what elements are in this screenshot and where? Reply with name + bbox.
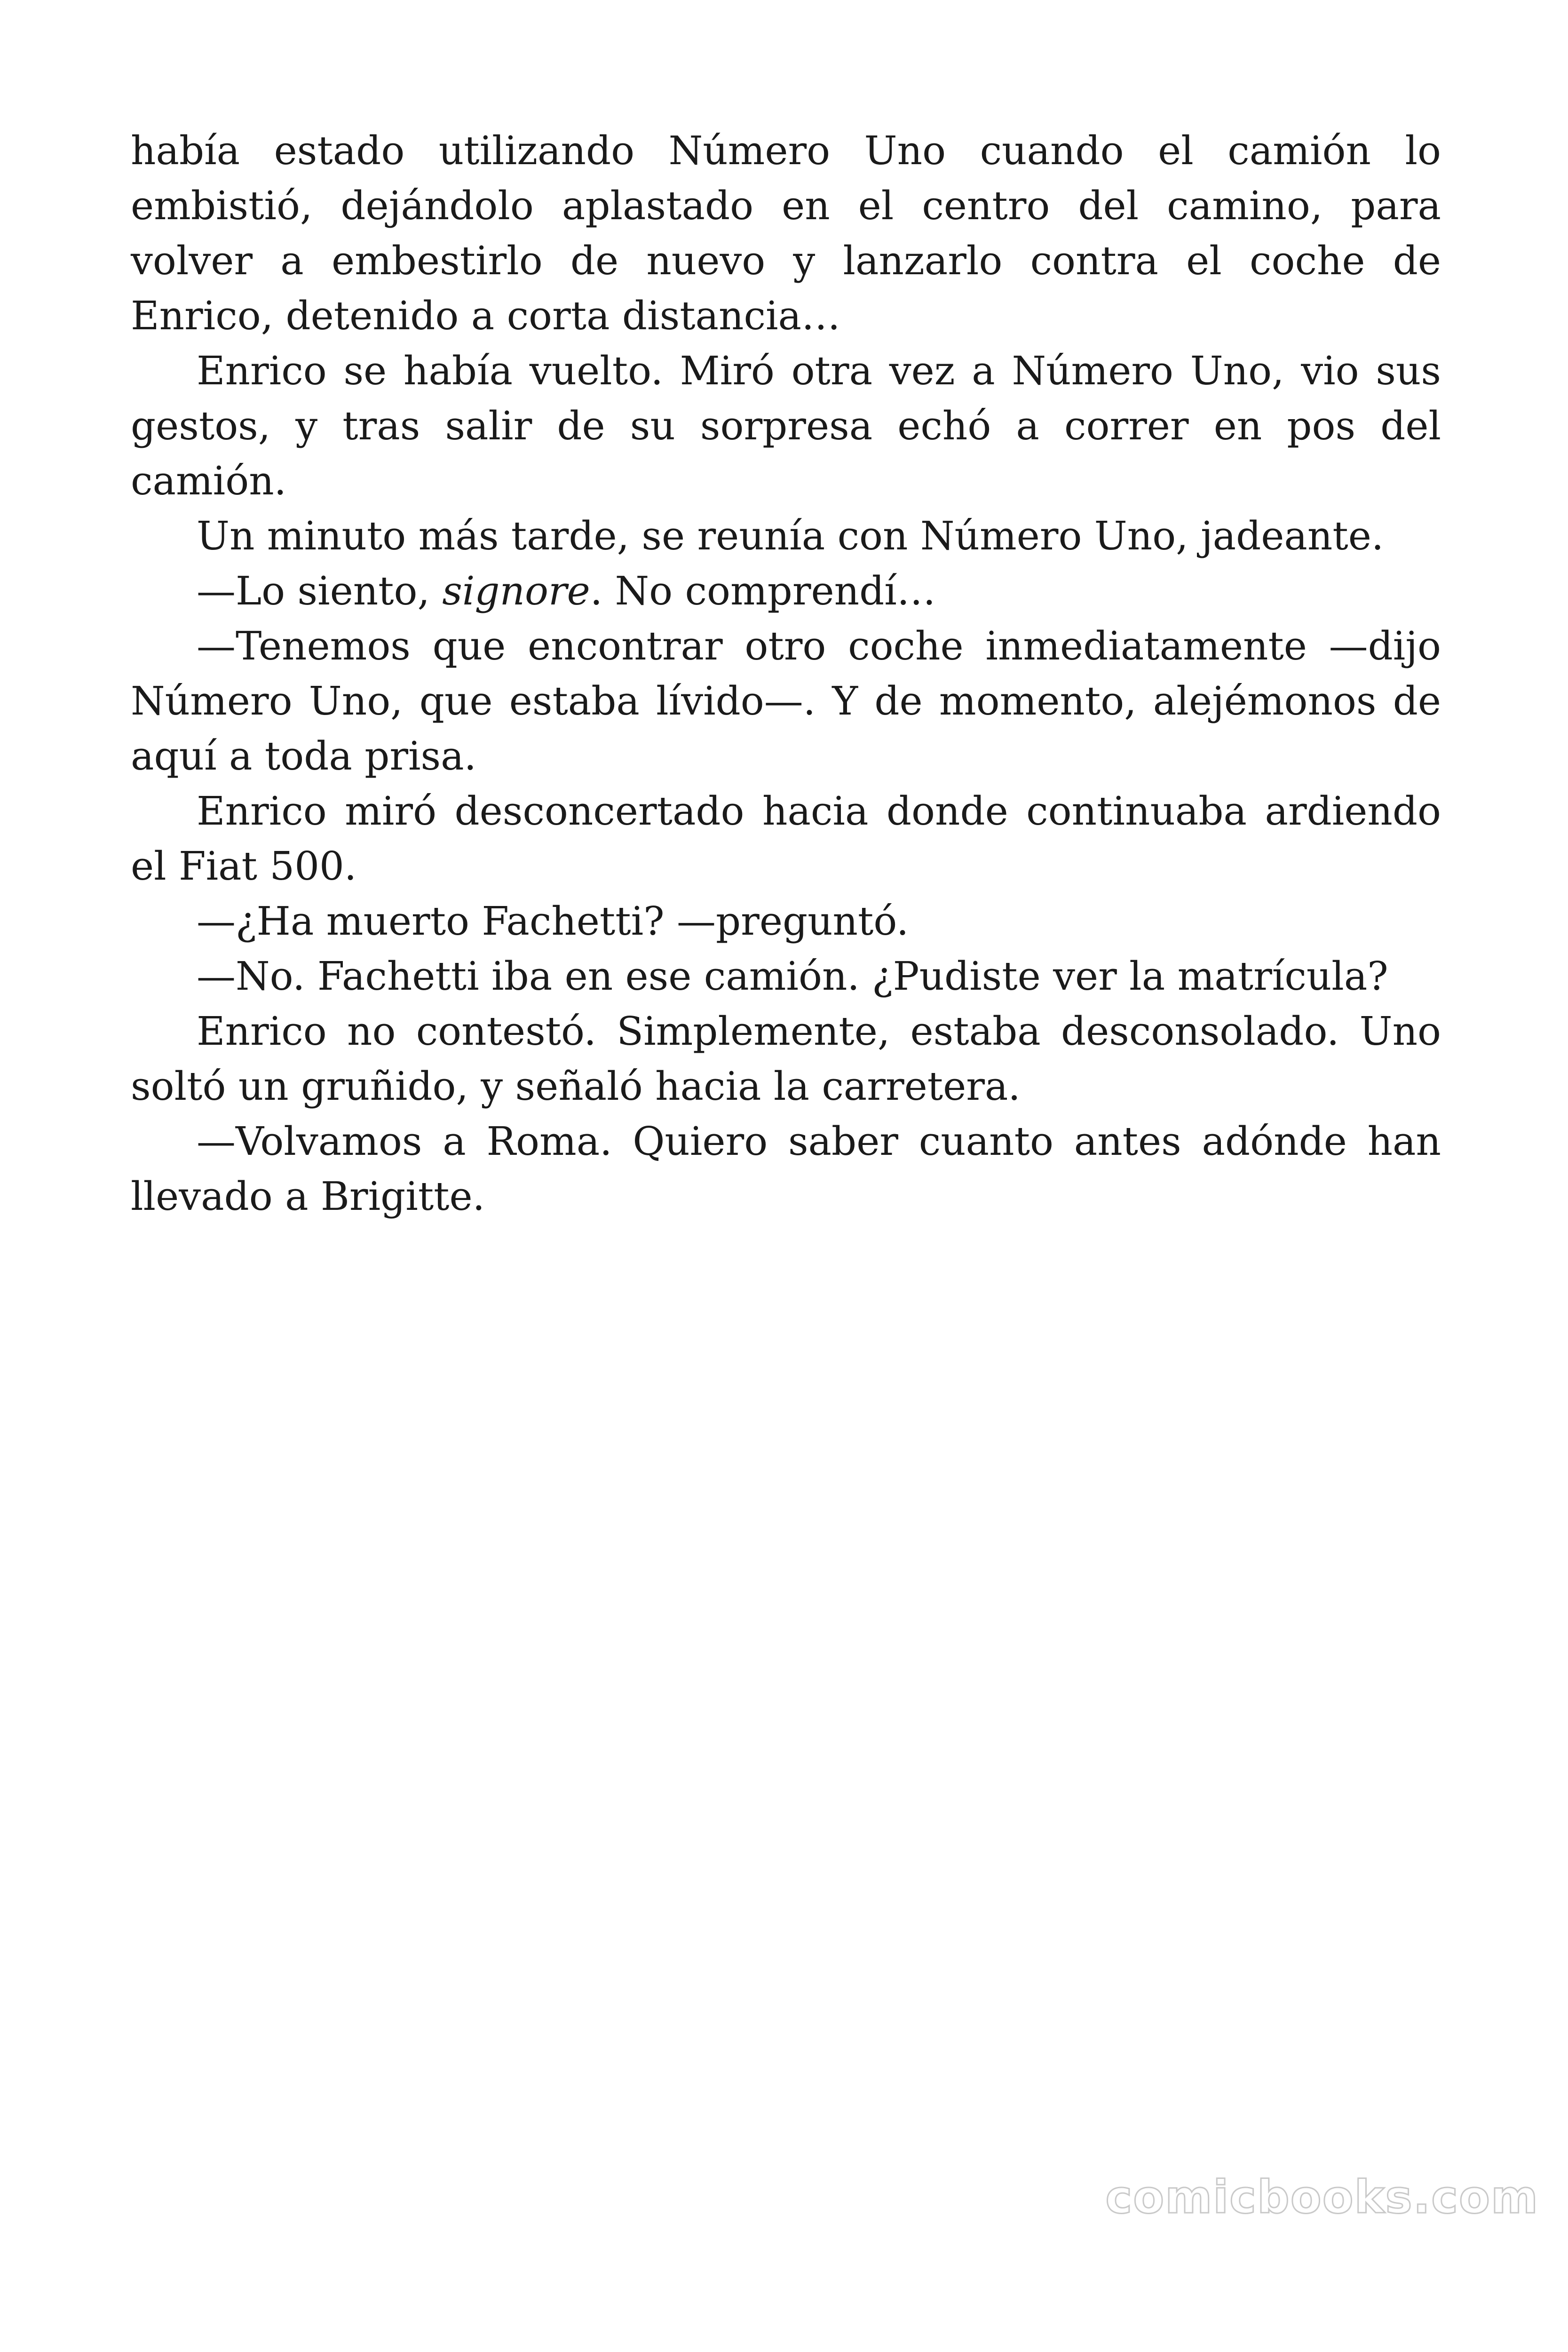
paragraph-1 (131, 123, 1441, 343)
italic-word: signore (442, 568, 590, 614)
paragraph-8 (131, 949, 1441, 1004)
paragraph-2 (131, 343, 1441, 509)
paragraph-text: —¿Ha muerto Fachetti? —preguntó. (197, 898, 909, 944)
paragraph-text: —Lo siento, (197, 568, 443, 614)
paragraph-10 (131, 1114, 1441, 1224)
paragraph-4 (131, 564, 1441, 619)
paragraph-9 (131, 1004, 1441, 1114)
paragraph-text: —Tenemos que encontrar otro coche inmediatamente —dijo Número Uno, que estaba lívido—. Y de momento, alejémonos de aquí a toda prisa. (131, 623, 1441, 779)
paragraph-text: —Volvamos a Roma. Quiero saber cuanto antes adónde han llevado a Brigitte. (131, 1119, 1441, 1219)
paragraph-text: Enrico miró desconcertado hacia donde continuaba ardiendo el Fiat 500. (131, 788, 1441, 889)
watermark: comicbooks.com (1105, 2171, 1539, 2224)
paragraph-text: —No. Fachetti iba en ese camión. ¿Pudiste ver la matrícula? (197, 954, 1388, 999)
paragraph-text: Enrico no contestó. Simplemente, estaba desconsolado. Uno soltó un gruñido, y señaló hacia la carretera. (131, 1009, 1441, 1109)
paragraph-text: había estado utilizando Número Uno cuando el camión lo embistió, dejándolo aplastado en el centro del camino, para volver a embestirlo de nuevo y lanzarlo contra el coche de Enrico, detenido a corta distancia… (131, 128, 1441, 339)
paragraph-6 (131, 784, 1441, 894)
paragraph-7 (131, 894, 1441, 949)
paragraph-text: Un minuto más tarde, se reunía con Número Uno, jadeante. (197, 513, 1384, 559)
paragraph-5 (131, 619, 1441, 784)
body-text (131, 123, 1441, 1224)
paragraph-text: Enrico se había vuelto. Miró otra vez a Número Uno, vio sus gestos, y tras salir de su sorpresa echó a correr en pos del camión. (131, 348, 1441, 504)
paragraph-3 (131, 509, 1441, 564)
paragraph-text: . No comprendí… (590, 568, 936, 614)
